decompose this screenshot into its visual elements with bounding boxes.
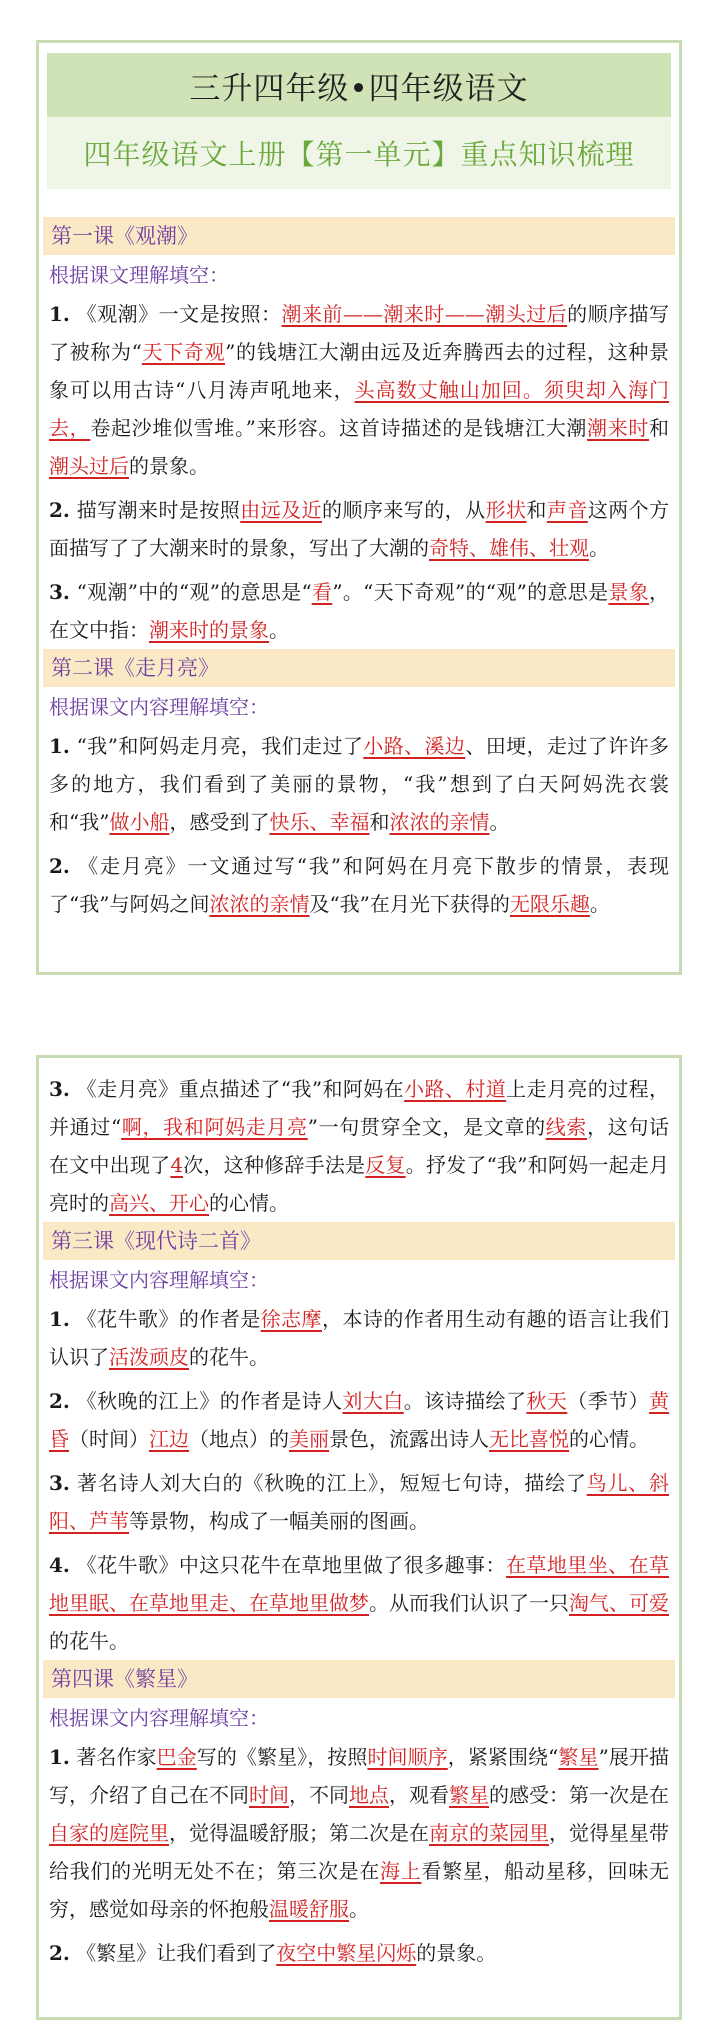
answer: 小路、村道 xyxy=(404,1077,507,1101)
answer: 美丽 xyxy=(289,1427,329,1451)
question-text: ，不同 xyxy=(289,1783,349,1807)
lesson-4-question-2 xyxy=(39,1934,679,1972)
answer: 繁星 xyxy=(558,1745,599,1769)
answer: 时间 xyxy=(249,1783,289,1807)
question-text: ，在文中指： xyxy=(49,580,670,642)
answer: 形状 xyxy=(485,498,527,522)
answer: 头高数丈触山加回。须臾却入海门去， xyxy=(49,378,669,440)
question-text: “我”和阿妈走月亮，我们走过了 xyxy=(76,734,364,758)
answer: 小路、溪边 xyxy=(363,734,466,758)
question-number: 1. xyxy=(49,734,70,758)
question-text: 卷起沙堆似雪堆。”来形容。这首诗描述的是钱塘江大潮 xyxy=(90,416,588,440)
lesson-3-question-3 xyxy=(39,1464,679,1540)
question-number: 3. xyxy=(49,580,70,604)
question-text: 和 xyxy=(369,810,390,834)
question-text: 的景象。 xyxy=(129,454,209,478)
answer: 反复 xyxy=(365,1153,406,1177)
question-text: 上走月亮的过程，并通过“ xyxy=(49,1077,670,1139)
lesson-1-question-3 xyxy=(39,573,679,649)
lesson-4-instruction: 根据课文内容理解填空： xyxy=(49,1706,269,1730)
question-text: ，感受到了 xyxy=(169,810,270,834)
answer: 快乐、幸福 xyxy=(269,810,370,834)
lesson-2-question-3 xyxy=(39,1070,679,1222)
question-text: 的感受：第一次是在 xyxy=(489,1783,669,1807)
question-text: ，观看 xyxy=(389,1783,449,1807)
question-text: 《走月亮》一文通过写“我”和阿妈在月亮下散步的情景，表现了“我”与阿妈之间 xyxy=(49,854,670,916)
question-number: 1. xyxy=(49,302,70,326)
lesson-3-title: 第三课《现代诗二首》 xyxy=(43,1222,675,1260)
question-text: 《花牛歌》中这只花牛在草地里做了很多趣事： xyxy=(76,1553,506,1577)
card-page-1 xyxy=(36,40,682,975)
question-text: ”展开描写，介绍了自己在不同 xyxy=(49,1745,670,1807)
answer: 潮来前——潮来时——潮头过后 xyxy=(281,302,568,326)
answer: 天下奇观 xyxy=(141,340,226,364)
lesson-3-question-2 xyxy=(39,1382,679,1458)
question-number: 4. xyxy=(49,1553,70,1577)
question-text: 《花牛歌》的作者是 xyxy=(76,1307,261,1331)
question-text: 。该诗描绘了 xyxy=(403,1389,527,1413)
answer: 时间顺序 xyxy=(367,1745,448,1769)
answer: 潮来时 xyxy=(587,416,650,440)
question-text: 的景象。 xyxy=(416,1941,497,1965)
lesson-1-title: 第一课《观潮》 xyxy=(43,217,675,255)
question-text: 的顺序来写的，从 xyxy=(322,498,486,522)
question-text: 著名诗人刘大白的《秋晚的江上》，短短七句诗，描绘了 xyxy=(77,1471,587,1495)
question-number: 2. xyxy=(49,854,70,878)
answer: 啊，我和阿妈走月亮 xyxy=(121,1115,308,1139)
answer: 鸟儿、斜阳、芦苇 xyxy=(49,1471,670,1533)
question-text: 景色，流露出诗人 xyxy=(329,1427,489,1451)
question-text: 。 xyxy=(589,536,609,560)
lesson-2-question-1 xyxy=(39,727,679,841)
answer: 夜空中繁星闪烁 xyxy=(276,1941,417,1965)
question-text: ，觉得温暖舒服；第二次是在 xyxy=(169,1821,429,1845)
answer: 海上 xyxy=(380,1859,422,1883)
card-page-2 xyxy=(36,1055,682,2020)
answer: 南京的菜园里 xyxy=(429,1821,549,1845)
answer: 江边 xyxy=(149,1427,189,1451)
question-text: 这两个方面描写了了大潮来时的景象，写出了大潮的 xyxy=(49,498,670,560)
question-text: 次，这种修辞手法是 xyxy=(183,1153,366,1177)
lesson-4-question-1 xyxy=(39,1738,679,1928)
answer: 繁星 xyxy=(449,1783,489,1807)
question-text: ，觉得星星带给我们的光明无处不在；第三次是在 xyxy=(49,1821,669,1883)
lesson-4-title: 第四课《繁星》 xyxy=(43,1660,675,1698)
answer: 浓浓的亲情 xyxy=(389,810,490,834)
question-text: ，这句话在文中出现了 xyxy=(49,1115,670,1177)
question-text: ”。“天下奇观”的“观”的意思是 xyxy=(332,580,609,604)
question-text: 的花牛。 xyxy=(49,1629,129,1653)
answer: 巴金 xyxy=(156,1745,197,1769)
page-title: 三升四年级•四年级语文 xyxy=(47,53,671,117)
question-text: 。 xyxy=(349,1897,369,1921)
question-text: ”的钱塘江大潮由远及近奔腾西去的过程，这种景象可以用古诗“八月涛声吼地来， xyxy=(49,340,670,402)
answer: 潮来时的景象 xyxy=(149,618,269,642)
question-text: （季节） xyxy=(567,1389,650,1413)
lesson-3-instruction: 根据课文内容理解填空： xyxy=(49,1268,269,1292)
question-number: 3. xyxy=(49,1471,70,1495)
answer: 地点 xyxy=(349,1783,389,1807)
question-text: 的心情。 xyxy=(569,1427,649,1451)
answer: 奇特、雄伟、壮观 xyxy=(429,536,589,560)
question-text: 写的《繁星》，按照 xyxy=(196,1745,368,1769)
answer: 在草地里坐、在草地里眠、在草地里走、在草地里做梦 xyxy=(49,1553,670,1615)
answer: 自家的庭院里 xyxy=(49,1821,169,1845)
question-text: 的花牛。 xyxy=(189,1345,269,1369)
question-text: 和 xyxy=(649,416,670,440)
question-number: 2. xyxy=(49,1941,70,1965)
answer: 由远及近 xyxy=(240,498,322,522)
question-number: 3. xyxy=(49,1077,70,1101)
lesson-1-question-1 xyxy=(39,295,679,485)
answer: 4 xyxy=(170,1153,184,1177)
question-text: 。 xyxy=(489,810,510,834)
lesson-1-question-2 xyxy=(39,491,679,567)
question-text: （时间） xyxy=(69,1427,149,1451)
question-text: 《走月亮》重点描述了“我”和阿妈在 xyxy=(76,1077,405,1101)
answer: 无比喜悦 xyxy=(489,1427,569,1451)
page-subtitle: 四年级语文上册【第一单元】重点知识梳理 xyxy=(47,117,671,189)
question-text: 。从而我们认识了一只 xyxy=(369,1591,569,1615)
lesson-3-question-4 xyxy=(39,1546,679,1660)
lesson-2-title: 第二课《走月亮》 xyxy=(43,649,675,687)
question-number: 1. xyxy=(49,1745,70,1769)
answer: 徐志摩 xyxy=(260,1307,322,1331)
answer: 声音 xyxy=(546,498,588,522)
answer: 潮头过后 xyxy=(49,454,129,478)
answer: 做小船 xyxy=(109,810,170,834)
question-text: ，本诗的作者用生动有趣的语言让我们认识了 xyxy=(49,1307,670,1369)
answer: 浓浓的亲情 xyxy=(209,892,310,916)
question-text: 看繁星，船动星移，回味无穷，感觉如母亲的怀抱般 xyxy=(49,1859,670,1921)
question-text: 描写潮来时是按照 xyxy=(76,498,241,522)
lesson-2-question-2 xyxy=(39,847,679,923)
question-text: “观潮”中的“观”的意思是“ xyxy=(76,580,312,604)
answer: 温暖舒服 xyxy=(269,1897,349,1921)
question-text: 。抒发了“我”和阿妈一起走月亮时的 xyxy=(49,1153,670,1215)
answer: 高兴、开心 xyxy=(109,1191,209,1215)
lesson-3-question-1 xyxy=(39,1300,679,1376)
question-text: 的顺序描写了被称为“ xyxy=(49,302,670,364)
question-text: 著名作家 xyxy=(76,1745,157,1769)
answer: 无限乐趣 xyxy=(509,892,590,916)
question-number: 2. xyxy=(49,1389,70,1413)
question-text: 、田埂，走过了许许多多的地方，我们看到了美丽的景物，“我”想到了白天阿妈洗衣裳和“我” xyxy=(49,734,670,834)
question-text: 等景物，构成了一幅美丽的图画。 xyxy=(129,1509,429,1533)
lesson-2-instruction: 根据课文内容理解填空： xyxy=(49,695,269,719)
question-text: 《观潮》一文是按照： xyxy=(76,302,282,326)
question-text: 及“我”在月光下获得的 xyxy=(309,892,510,916)
answer: 黄昏 xyxy=(49,1389,670,1451)
answer: 线索 xyxy=(545,1115,588,1139)
answer: 看 xyxy=(311,580,333,604)
question-text: ”一句贯穿全文，是文章的 xyxy=(307,1115,546,1139)
question-text: 《繁星》让我们看到了 xyxy=(76,1941,277,1965)
question-text: 。 xyxy=(589,892,610,916)
question-text: 《秋晚的江上》的作者是诗人 xyxy=(76,1389,343,1413)
question-text: 的心情。 xyxy=(209,1191,289,1215)
lesson-1-instruction: 根据课文理解填空： xyxy=(49,263,229,287)
question-text: 。 xyxy=(269,618,289,642)
answer: 刘大白 xyxy=(342,1389,404,1413)
question-number: 2. xyxy=(49,498,70,522)
question-number: 1. xyxy=(49,1307,70,1331)
question-text: ，紧紧围绕“ xyxy=(447,1745,559,1769)
answer: 景象 xyxy=(608,580,650,604)
answer: 淘气、可爱 xyxy=(569,1591,669,1615)
question-text: （地点）的 xyxy=(189,1427,289,1451)
question-text: 和 xyxy=(526,498,547,522)
answer: 活泼顽皮 xyxy=(109,1345,189,1369)
answer: 秋天 xyxy=(526,1389,568,1413)
